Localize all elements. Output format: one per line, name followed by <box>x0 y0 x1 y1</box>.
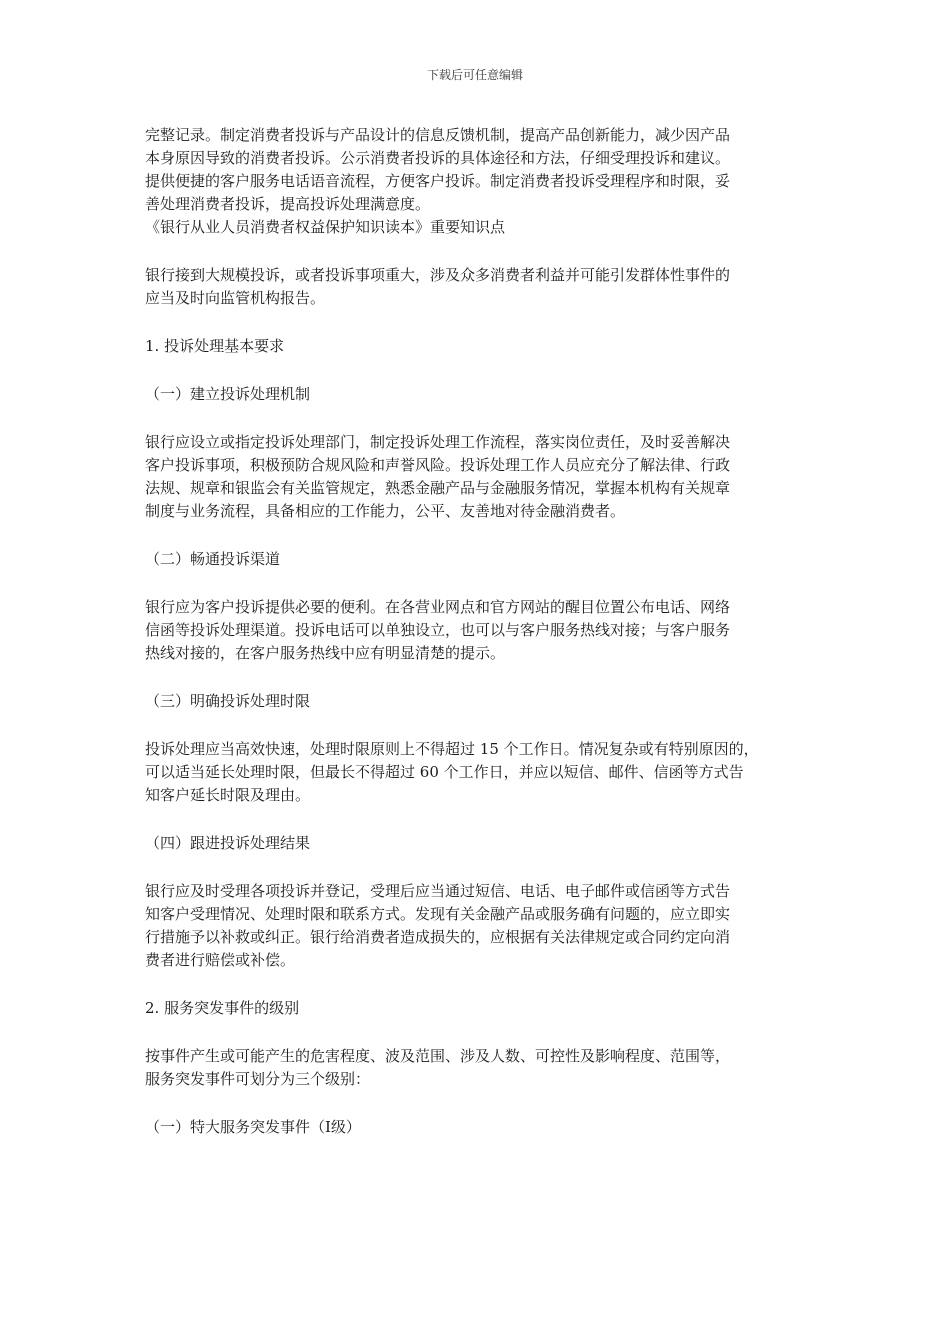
text-line: 银行应为客户投诉提供必要的便利。在各营业网点和官方网站的醒目位置公布电话、网络 <box>145 598 731 616</box>
paragraph-gap <box>145 358 815 383</box>
paragraph <box>145 1045 815 1091</box>
paragraph-gap <box>145 807 815 832</box>
text-line: 行措施予以补救或纠正。银行给消费者造成损失的，应根据有关法律规定或合同约定向消 <box>145 928 731 946</box>
text-line: 银行应及时受理各项投诉并登记，受理后应当通过短信、电话、电子邮件或信函等方式告 <box>145 882 731 900</box>
paragraph-gap <box>145 239 815 264</box>
text-line: 费者进行赔偿或补偿。 <box>145 951 296 969</box>
text-line: （一）特大服务突发事件（Ⅰ级） <box>145 1118 361 1136</box>
paragraph <box>145 1116 815 1139</box>
text-line: 完整记录。制定消费者投诉与产品设计的信息反馈机制，提高产品创新能力，减少因产品 <box>145 126 731 144</box>
paragraph-gap <box>145 972 815 997</box>
text-line: 按事件产生或可能产生的危害程度、波及范围、涉及人数、可控性及影响程度、范围等， <box>145 1047 731 1065</box>
paragraph <box>145 264 815 310</box>
paragraph-gap <box>145 406 815 431</box>
paragraph-gap <box>145 310 815 335</box>
text-line: 银行应设立或指定投诉处理部门，制定投诉处理工作流程，落实岗位责任，及时妥善解决 <box>145 433 731 451</box>
text-line: 信函等投诉处理渠道。投诉电话可以单独设立，也可以与客户服务热线对接；与客户服务 <box>145 621 731 639</box>
text-line: 客户投诉事项，积极预防合规风险和声誉风险。投诉处理工作人员应充分了解法律、行政 <box>145 456 731 474</box>
paragraph <box>145 832 815 855</box>
paragraph <box>145 596 815 665</box>
paragraph-gap <box>145 665 815 690</box>
text-line: 应当及时向监管机构报告。 <box>145 289 326 307</box>
text-line: 本身原因导致的消费者投诉。公示消费者投诉的具体途径和方法，仔细受理投诉和建议。 <box>145 149 731 167</box>
paragraph-gap <box>145 713 815 738</box>
text-line: （一）建立投诉处理机制 <box>145 385 311 403</box>
paragraph <box>145 124 815 239</box>
text-line: 可以适当延长处理时限，但最长不得超过 60 个工作日，并应以短信、邮件、信函等方式告 <box>145 763 744 781</box>
text-line: 服务突发事件可划分为三个级别： <box>145 1070 371 1088</box>
text-line: （四）跟进投诉处理结果 <box>145 834 311 852</box>
text-line: 银行接到大规模投诉，或者投诉事项重大，涉及众多消费者利益并可能引发群体性事件的 <box>145 266 731 284</box>
paragraph-gap <box>145 523 815 548</box>
text-line: 知客户受理情况、处理时限和联系方式。发现有关金融产品或服务确有问题的，应立即实 <box>145 905 731 923</box>
paragraph <box>145 335 815 358</box>
text-line: （三）明确投诉处理时限 <box>145 692 311 710</box>
text-line: 热线对接的，在客户服务热线中应有明显清楚的提示。 <box>145 644 506 662</box>
text-line: 制度与业务流程，具备相应的工作能力，公平、友善地对待金融消费者。 <box>145 502 626 520</box>
document-body <box>145 124 815 1139</box>
paragraph <box>145 880 815 972</box>
text-line: 善处理消费者投诉，提高投诉处理满意度。 <box>145 195 431 213</box>
paragraph <box>145 738 815 807</box>
text-line: 法规、规章和银监会有关监管规定，熟悉金融产品与金融服务情况，掌握本机构有关规章 <box>145 479 731 497</box>
paragraph <box>145 690 815 713</box>
text-line: 《银行从业人员消费者权益保护知识读本》重要知识点 <box>145 218 506 236</box>
text-line: 投诉处理应当高效快速，处理时限原则上不得超过 15 个工作日。情况复杂或有特别原因的， <box>145 740 759 758</box>
paragraph-gap <box>145 855 815 880</box>
paragraph <box>145 383 815 406</box>
page-header: 下载后可任意编辑 <box>426 68 523 82</box>
text-line: （二）畅通投诉渠道 <box>145 550 281 568</box>
paragraph <box>145 431 815 523</box>
paragraph <box>145 997 815 1020</box>
text-line: 2. 服务突发事件的级别 <box>145 999 300 1017</box>
text-line: 知客户延长时限及理由。 <box>145 786 311 804</box>
text-line: 提供便捷的客户服务电话语音流程，方便客户投诉。制定消费者投诉受理程序和时限，妥 <box>145 172 731 190</box>
paragraph-gap <box>145 1091 815 1116</box>
paragraph-gap <box>145 571 815 596</box>
paragraph <box>145 548 815 571</box>
text-line: 1. 投诉处理基本要求 <box>145 337 285 355</box>
paragraph-gap <box>145 1020 815 1045</box>
